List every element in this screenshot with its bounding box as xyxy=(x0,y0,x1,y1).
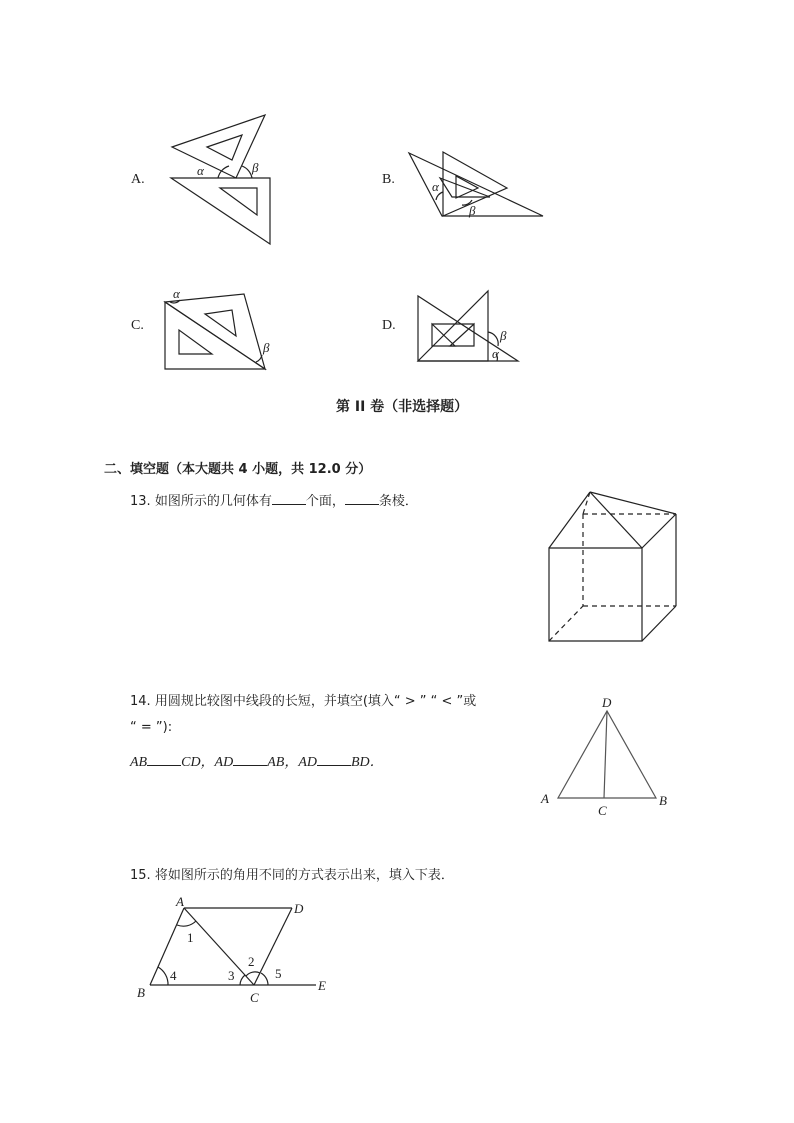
question-13-text-3: 条棱． xyxy=(378,494,418,509)
angle-5-label: 5 xyxy=(275,966,282,981)
option-b-label: B. xyxy=(382,172,395,187)
point-e-label: E xyxy=(318,978,326,993)
compare-ab: AB xyxy=(130,755,148,770)
option-d-label: D. xyxy=(382,318,396,333)
option-a-beta: β xyxy=(252,160,259,175)
question-13-number: 13. xyxy=(130,494,151,509)
option-d-alpha: α xyxy=(492,346,499,361)
option-b-alpha: α xyxy=(432,179,439,194)
option-d-beta: β xyxy=(500,328,507,343)
angle-2-label: 2 xyxy=(248,954,255,969)
angle-2-arc xyxy=(246,972,260,976)
option-a-alpha: α xyxy=(197,163,204,178)
question-14-text-1: 用圆规比较图中线段的长短，并填空(填入“ > ” “ < ”或 xyxy=(154,694,477,709)
question-14-number: 14. xyxy=(130,694,151,709)
question-14-line-2: “ = ”): xyxy=(130,720,173,735)
segment-ac xyxy=(184,908,254,985)
volume-title: 第 II 卷（非选择题） xyxy=(336,399,469,415)
point-a-label: A xyxy=(176,894,184,909)
compare-cd-ad: CD，AD xyxy=(181,755,234,770)
option-b-beta: β xyxy=(469,203,476,218)
angle-1-label: 1 xyxy=(187,930,194,945)
option-c-alpha: α xyxy=(173,286,180,301)
angle-4-arc xyxy=(158,967,168,985)
option-c-label: C. xyxy=(131,318,144,333)
point-b-label: B xyxy=(137,985,145,1000)
question-15-text: 将如图所示的角用不同的方式表示出来，填入下表． xyxy=(154,868,454,883)
question-15-number: 15. xyxy=(130,868,151,883)
option-a-label: A. xyxy=(131,172,145,187)
point-b-label: B xyxy=(659,793,667,808)
point-a-label: A xyxy=(541,791,549,806)
point-c-label: C xyxy=(598,803,607,818)
section-title: 二、填空题（本大题共 4 小题，共 12.0 分） xyxy=(104,462,372,477)
angle-3-label: 3 xyxy=(228,968,235,983)
segment-ab xyxy=(150,908,184,985)
question-13-text-2: 个面， xyxy=(305,494,345,509)
compare-ab-ad: AB，AD xyxy=(267,755,317,770)
angle-5-arc xyxy=(261,973,268,985)
option-c-beta: β xyxy=(263,340,270,355)
angle-4-label: 4 xyxy=(170,968,177,983)
angle-1-arc xyxy=(177,921,196,926)
question-13-text-1: 如图所示的几何体有 xyxy=(154,494,272,509)
point-d-label: D xyxy=(602,695,612,710)
angle-3-arc xyxy=(240,975,245,985)
point-d-label: D xyxy=(294,901,304,916)
point-c-label: C xyxy=(250,990,259,1005)
compare-bd: BD． xyxy=(351,755,384,770)
